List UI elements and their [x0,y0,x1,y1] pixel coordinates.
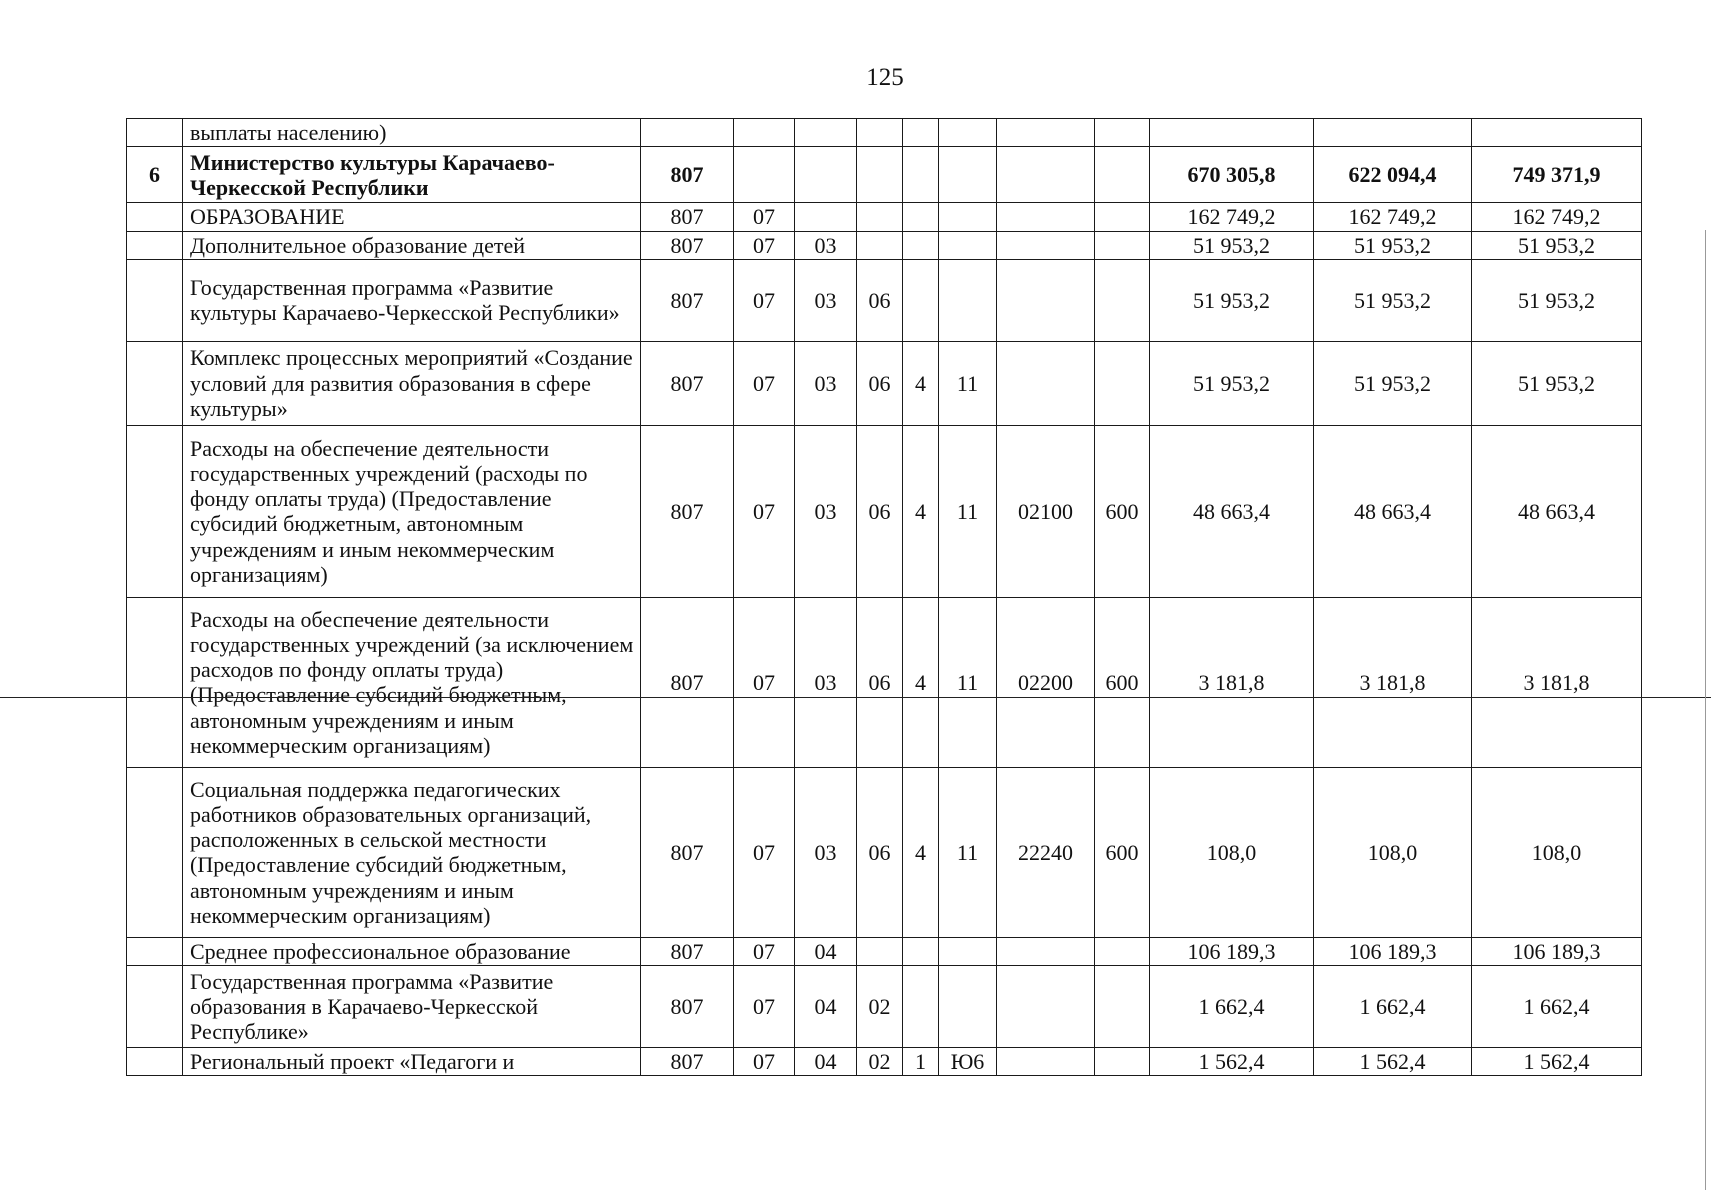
cell-program: 06 [857,767,903,937]
cell-amount-year-2: 51 953,2 [1314,231,1472,259]
table-row [127,425,1642,597]
cell-subsection: 03 [795,231,857,259]
cell-program [857,147,903,203]
cell-grbs: 807 [641,259,734,341]
cell-subprogram-type [903,119,939,147]
cell-subsection [795,203,857,231]
row-index [127,597,183,767]
cell-section: 07 [734,597,795,767]
cell-program: 06 [857,425,903,597]
cell-amount-year-3: 162 749,2 [1472,203,1642,231]
cell-amount-year-1: 51 953,2 [1150,259,1314,341]
cell-subsection: 03 [795,341,857,425]
cell-amount-year-2: 3 181,8 [1314,597,1472,767]
cell-direction [997,147,1095,203]
cell-section: 07 [734,937,795,965]
row-index [127,937,183,965]
cell-direction: 02200 [997,597,1095,767]
table-row [127,1048,1642,1076]
row-index [127,259,183,341]
cell-subprogram [939,119,997,147]
cell-subprogram-type: 4 [903,597,939,767]
cell-subprogram-type [903,937,939,965]
cell-amount-year-1: 162 749,2 [1150,203,1314,231]
cell-expense-type [1095,147,1150,203]
cell-amount-year-2: 51 953,2 [1314,341,1472,425]
cell-grbs: 807 [641,767,734,937]
cell-program: 02 [857,1048,903,1076]
scan-artifact-line [0,697,1711,698]
row-name: Среднее профессиональное образование [183,937,641,965]
cell-amount-year-3: 48 663,4 [1472,425,1642,597]
cell-subprogram: 11 [939,767,997,937]
cell-amount-year-2: 48 663,4 [1314,425,1472,597]
cell-direction [997,119,1095,147]
cell-section: 07 [734,231,795,259]
row-name: выплаты населению) [183,119,641,147]
cell-subprogram-type [903,203,939,231]
cell-amount-year-1: 106 189,3 [1150,937,1314,965]
cell-program [857,937,903,965]
cell-section: 07 [734,341,795,425]
row-index [127,231,183,259]
cell-grbs: 807 [641,597,734,767]
cell-grbs [641,119,734,147]
cell-program: 06 [857,597,903,767]
cell-program [857,119,903,147]
cell-direction [997,1048,1095,1076]
cell-section: 07 [734,1048,795,1076]
cell-subprogram-type [903,231,939,259]
cell-expense-type [1095,203,1150,231]
cell-grbs: 807 [641,231,734,259]
cell-amount-year-2: 1 662,4 [1314,966,1472,1048]
cell-direction: 02100 [997,425,1095,597]
cell-amount-year-1: 3 181,8 [1150,597,1314,767]
cell-section: 07 [734,203,795,231]
cell-program: 02 [857,966,903,1048]
cell-subprogram [939,259,997,341]
cell-subsection [795,119,857,147]
cell-subprogram [939,203,997,231]
table-row [127,966,1642,1048]
cell-subsection: 04 [795,1048,857,1076]
page-number: 125 [866,64,904,91]
row-index [127,966,183,1048]
cell-direction [997,231,1095,259]
cell-amount-year-3: 749 371,9 [1472,147,1642,203]
cell-subsection [795,147,857,203]
cell-direction: 22240 [997,767,1095,937]
table-row [127,231,1642,259]
cell-subsection: 04 [795,937,857,965]
row-name: Социальная поддержка педагогических работников образовательных организаций, расположенных в сельской местности (Предоставление субсидий бюджетным, автономным учреждениям и иным некоммерческим организациям) [183,767,641,937]
table-row [127,767,1642,937]
cell-subprogram-type: 4 [903,767,939,937]
cell-expense-type [1095,1048,1150,1076]
row-name: Государственная программа «Развитие культуры Карачаево-Черкесской Республики» [183,259,641,341]
table-row [127,147,1642,203]
cell-amount-year-2: 622 094,4 [1314,147,1472,203]
cell-direction [997,341,1095,425]
cell-amount-year-1: 670 305,8 [1150,147,1314,203]
scan-edge-line [1705,230,1706,1190]
cell-program [857,231,903,259]
row-index [127,425,183,597]
table-row [127,259,1642,341]
row-name: ОБРАЗОВАНИЕ [183,203,641,231]
cell-amount-year-1 [1150,119,1314,147]
cell-subprogram-type [903,147,939,203]
cell-subprogram: 11 [939,597,997,767]
cell-subprogram-type [903,259,939,341]
cell-grbs: 807 [641,341,734,425]
cell-expense-type [1095,966,1150,1048]
cell-section [734,147,795,203]
cell-amount-year-2: 51 953,2 [1314,259,1472,341]
row-index [127,767,183,937]
cell-amount-year-1: 1 662,4 [1150,966,1314,1048]
cell-amount-year-2: 108,0 [1314,767,1472,937]
cell-expense-type [1095,341,1150,425]
cell-amount-year-2: 106 189,3 [1314,937,1472,965]
cell-subprogram: Ю6 [939,1048,997,1076]
row-index [127,341,183,425]
cell-amount-year-2: 1 562,4 [1314,1048,1472,1076]
row-name: Министерство культуры Карачаево-Черкесской Республики [183,147,641,203]
cell-program [857,203,903,231]
cell-subprogram [939,231,997,259]
cell-program: 06 [857,341,903,425]
table-body [127,119,1642,1076]
cell-subprogram: 11 [939,425,997,597]
cell-amount-year-3: 1 562,4 [1472,1048,1642,1076]
cell-amount-year-1: 48 663,4 [1150,425,1314,597]
row-index [127,119,183,147]
cell-expense-type [1095,259,1150,341]
cell-section: 07 [734,767,795,937]
row-name: Расходы на обеспечение деятельности государственных учреждений (расходы по фонду оплаты труда) (Предоставление субсидий бюджетным, автономным учреждениям и иным некоммерческим организациям) [183,425,641,597]
cell-amount-year-1: 51 953,2 [1150,231,1314,259]
table-row [127,203,1642,231]
table-row [127,119,1642,147]
cell-direction [997,203,1095,231]
table-row [127,597,1642,767]
cell-amount-year-3: 51 953,2 [1472,231,1642,259]
cell-amount-year-2: 162 749,2 [1314,203,1472,231]
cell-subprogram [939,937,997,965]
cell-expense-type: 600 [1095,597,1150,767]
table-row [127,341,1642,425]
row-name: Комплекс процессных мероприятий «Создание условий для развития образования в сфере культуры» [183,341,641,425]
cell-grbs: 807 [641,147,734,203]
cell-grbs: 807 [641,937,734,965]
cell-amount-year-3: 1 662,4 [1472,966,1642,1048]
cell-subprogram [939,966,997,1048]
cell-amount-year-1: 108,0 [1150,767,1314,937]
row-name: Дополнительное образование детей [183,231,641,259]
cell-amount-year-3 [1472,119,1642,147]
cell-section: 07 [734,259,795,341]
budget-table [126,118,1642,1076]
cell-subsection: 03 [795,597,857,767]
cell-grbs: 807 [641,425,734,597]
cell-subprogram: 11 [939,341,997,425]
cell-amount-year-3: 108,0 [1472,767,1642,937]
cell-subsection: 03 [795,767,857,937]
cell-subprogram-type: 4 [903,341,939,425]
cell-program: 06 [857,259,903,341]
cell-grbs: 807 [641,966,734,1048]
row-index: 6 [127,147,183,203]
cell-amount-year-2 [1314,119,1472,147]
cell-subprogram [939,147,997,203]
cell-expense-type [1095,119,1150,147]
cell-amount-year-1: 1 562,4 [1150,1048,1314,1076]
cell-subsection: 04 [795,966,857,1048]
cell-section: 07 [734,425,795,597]
cell-direction [997,937,1095,965]
cell-expense-type [1095,937,1150,965]
cell-expense-type: 600 [1095,425,1150,597]
cell-subsection: 03 [795,425,857,597]
cell-amount-year-3: 51 953,2 [1472,259,1642,341]
cell-subsection: 03 [795,259,857,341]
cell-direction [997,966,1095,1048]
cell-expense-type [1095,231,1150,259]
row-index [127,1048,183,1076]
cell-amount-year-1: 51 953,2 [1150,341,1314,425]
cell-subprogram-type: 4 [903,425,939,597]
row-name: Региональный проект «Педагоги и [183,1048,641,1076]
cell-amount-year-3: 106 189,3 [1472,937,1642,965]
cell-grbs: 807 [641,1048,734,1076]
cell-subprogram-type [903,966,939,1048]
cell-grbs: 807 [641,203,734,231]
cell-expense-type: 600 [1095,767,1150,937]
cell-section: 07 [734,966,795,1048]
row-name: Расходы на обеспечение деятельности государственных учреждений (за исключением расходов по фонду оплаты труда) (Предоставление субсидий бюджетным, автономным учреждениям и иным некоммерческим организациям) [183,597,641,767]
cell-section [734,119,795,147]
row-index [127,203,183,231]
table-row [127,937,1642,965]
cell-direction [997,259,1095,341]
row-name: Государственная программа «Развитие образования в Карачаево-Черкесской Республике» [183,966,641,1048]
cell-amount-year-3: 3 181,8 [1472,597,1642,767]
cell-amount-year-3: 51 953,2 [1472,341,1642,425]
cell-subprogram-type: 1 [903,1048,939,1076]
